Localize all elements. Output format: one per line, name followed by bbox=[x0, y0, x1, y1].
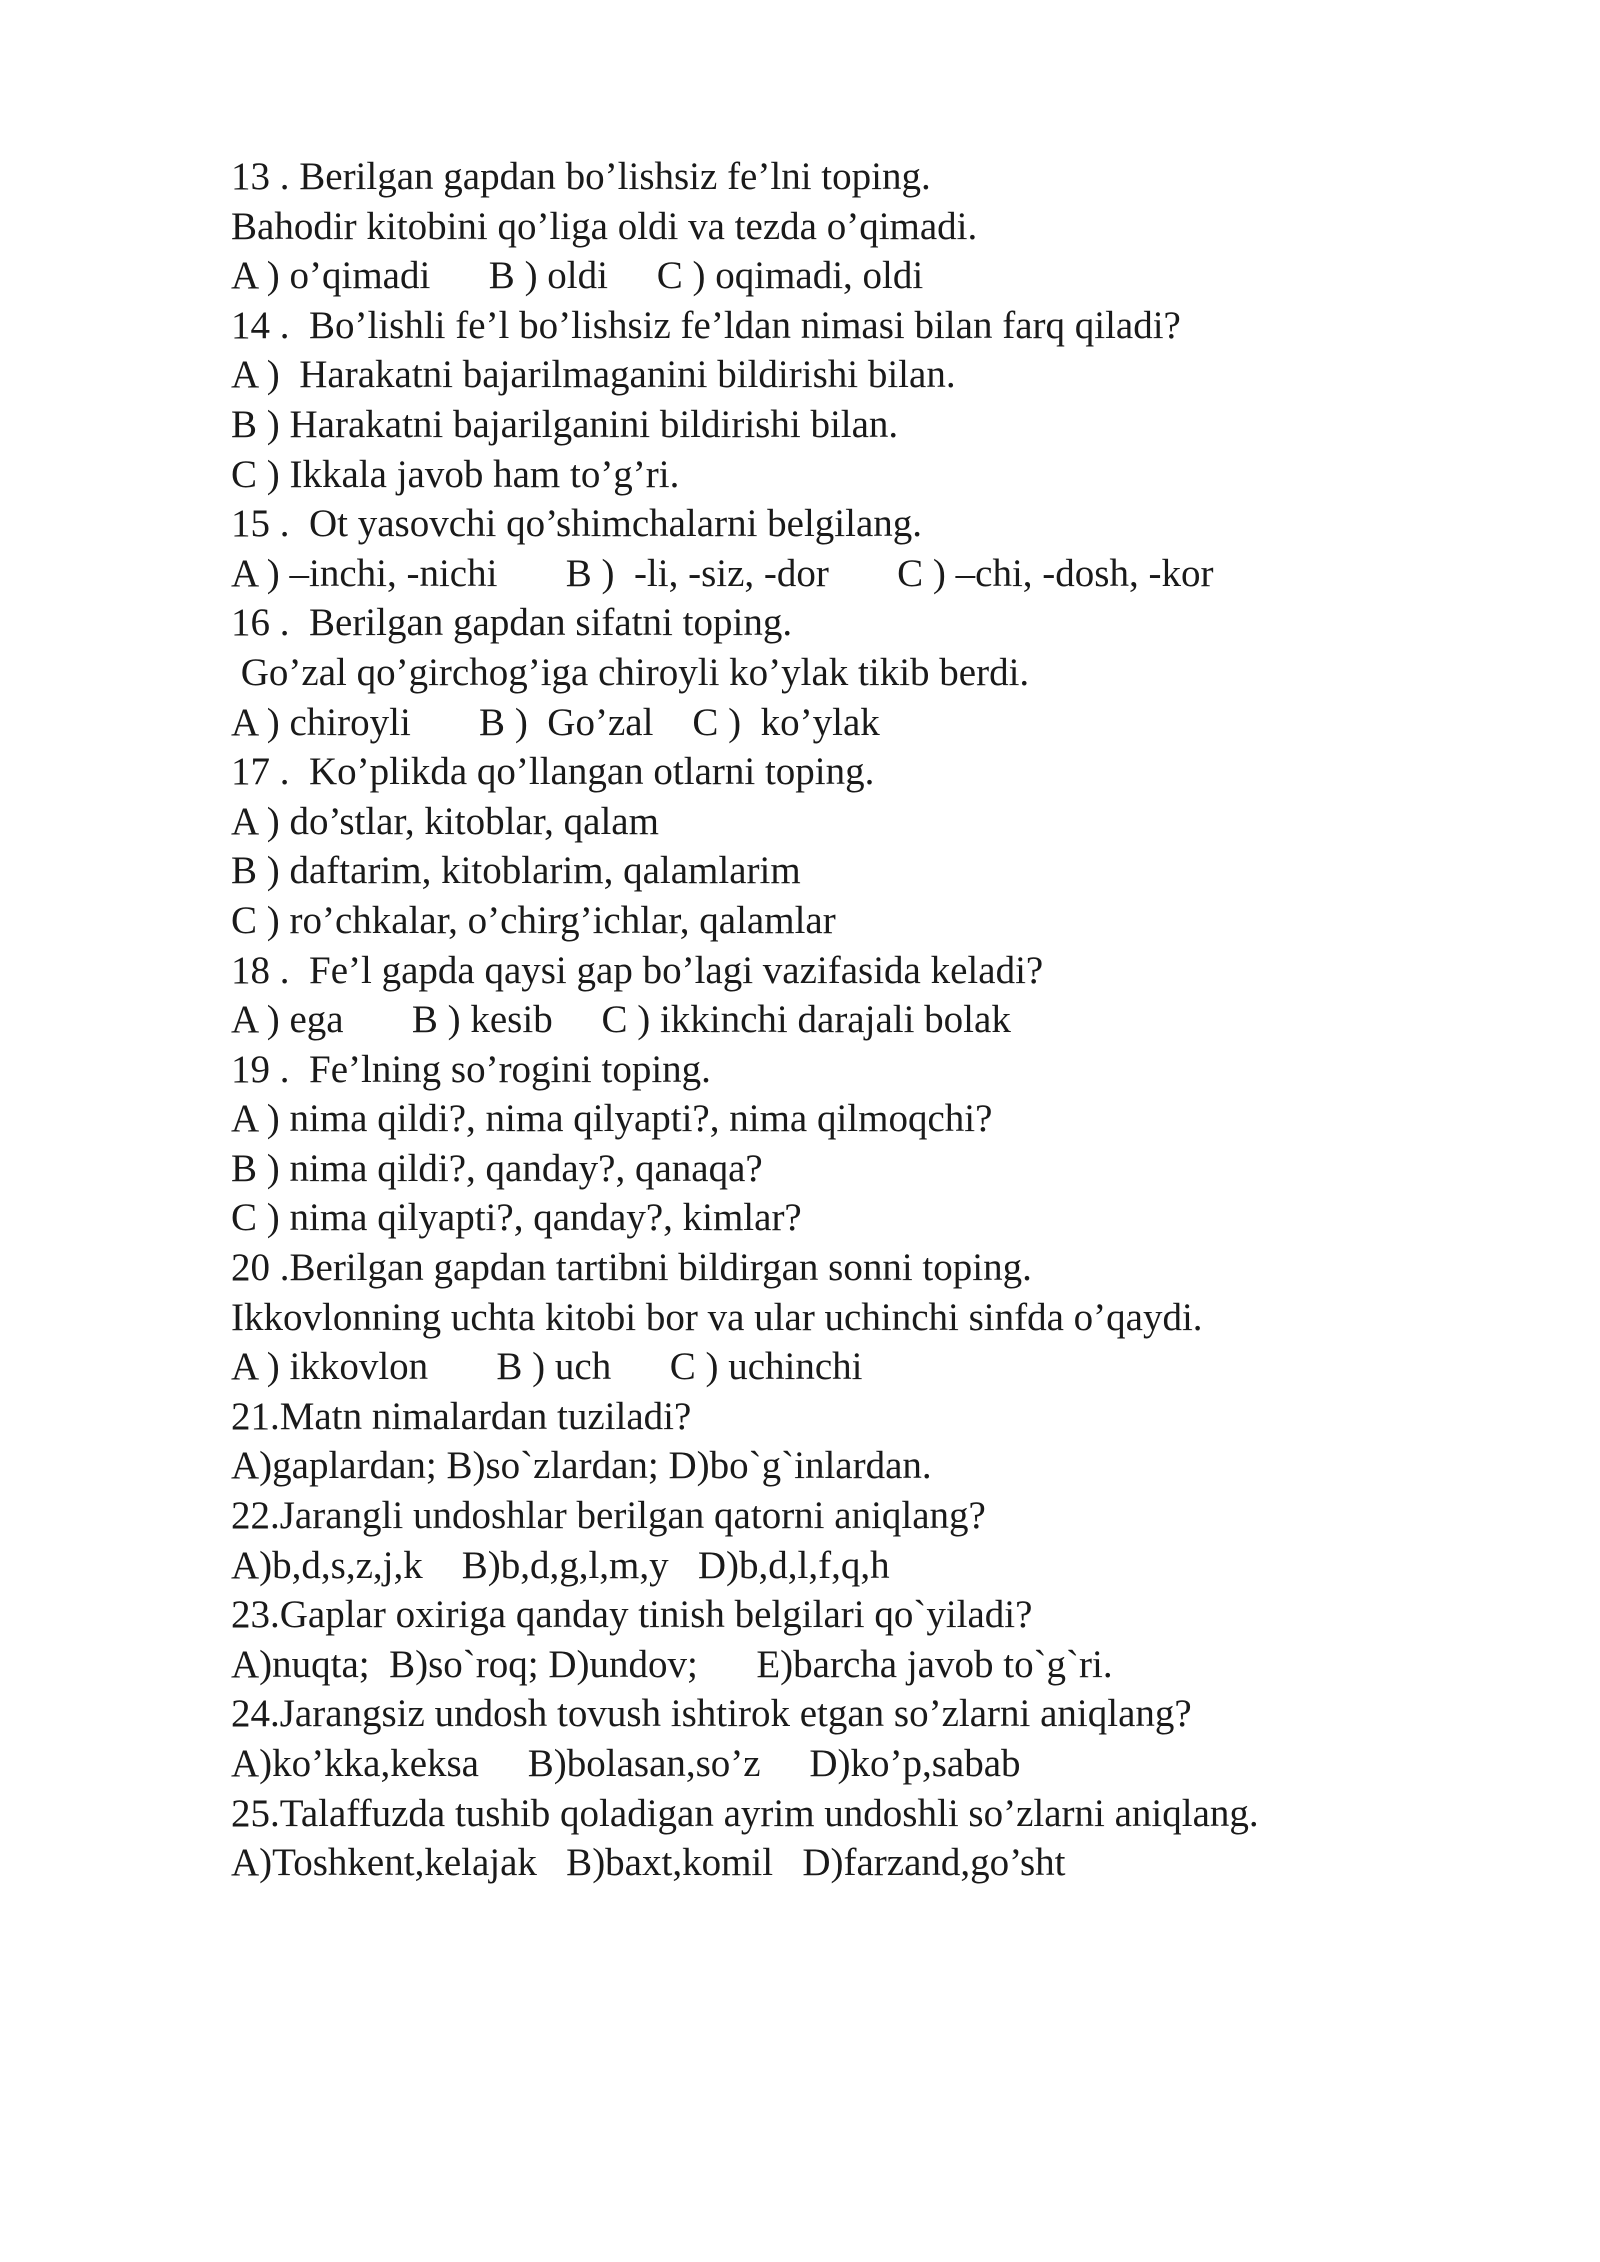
question-19-option-b: B ) nima qildi?, qanday?, qanaqa? bbox=[231, 1146, 763, 1190]
question-25: 25.Talaffuzda tushib qoladigan ayrim undoshli so’zlarni aniqlang. bbox=[231, 1791, 1259, 1835]
question-17-option-c: C ) ro’chkalar, o’chirg’ichlar, qalamlar bbox=[231, 898, 836, 942]
question-19-option-c: C ) nima qilyapti?, qanday?, kimlar? bbox=[231, 1196, 802, 1240]
question-20-sentence: Ikkovlonning uchta kitobi bor va ular uchinchi sinfda o’qaydi. bbox=[231, 1295, 1203, 1339]
question-16-options: A ) chiroyli B ) Go’zal C ) ko’ylak bbox=[231, 700, 880, 744]
question-19-option-a: A ) nima qildi?, nima qilyapti?, nima qilmoqchi? bbox=[231, 1097, 993, 1141]
question-22-options: A)b,d,s,z,j,k B)b,d,g,l,m,y D)b,d,l,f,q,h bbox=[231, 1543, 890, 1587]
question-24: 24.Jarangsiz undosh tovush ishtirok etgan so’zlarni aniqlang? bbox=[231, 1692, 1192, 1736]
question-19: 19 . Fe’lning so’rogini toping. bbox=[231, 1047, 711, 1091]
question-14-option-b: B ) Harakatni bajarilganini bildirishi bilan. bbox=[231, 402, 899, 446]
question-13-sentence: Bahodir kitobini qo’liga oldi va tezda o’qimadi. bbox=[231, 204, 978, 248]
question-14: 14 . Bo’lishli fe’l bo’lishsiz fe’ldan nimasi bilan farq qiladi? bbox=[231, 303, 1181, 347]
question-23-options: A)nuqta; B)so`roq; D)undov; E)barcha javob to`g`ri. bbox=[231, 1642, 1113, 1686]
question-17-option-a: A ) do’stlar, kitoblar, qalam bbox=[231, 799, 659, 843]
question-25-options: A)Toshkent,kelajak B)baxt,komil D)farzand,go’sht bbox=[231, 1841, 1066, 1885]
question-18: 18 . Fe’l gapda qaysi gap bo’lagi vazifasida keladi? bbox=[231, 948, 1044, 992]
question-14-option-a: A ) Harakatni bajarilmaganini bildirishi bilan. bbox=[231, 353, 956, 397]
question-22: 22.Jarangli undoshlar berilgan qatorni aniqlang? bbox=[231, 1494, 986, 1538]
question-13: 13 . Berilgan gapdan bo’lishsiz fe’lni toping. bbox=[231, 155, 931, 198]
question-17: 17 . Ko’plikda qo’llangan otlarni toping. bbox=[231, 750, 875, 794]
question-18-options: A ) ega B ) kesib C ) ikkinchi darajali bolak bbox=[231, 998, 1011, 1042]
question-17-option-b: B ) daftarim, kitoblarim, qalamlarim bbox=[231, 849, 801, 893]
question-15-options: A ) –inchi, -nichi B ) -li, -siz, -dor C ) –chi, -dosh, -kor bbox=[231, 551, 1214, 595]
test-questions-block bbox=[231, 152, 1561, 1888]
question-21: 21.Matn nimalardan tuziladi? bbox=[231, 1394, 692, 1438]
question-20-options: A ) ikkovlon B ) uch C ) uchinchi bbox=[231, 1345, 863, 1389]
question-13-options: A ) o’qimadi B ) oldi C ) oqimadi, oldi bbox=[231, 254, 924, 298]
question-16: 16 . Berilgan gapdan sifatni toping. bbox=[231, 601, 793, 645]
question-23: 23.Gaplar oxiriga qanday tinish belgilari qo`yiladi? bbox=[231, 1593, 1033, 1637]
question-15: 15 . Ot yasovchi qo’shimchalarni belgilang. bbox=[231, 502, 923, 546]
question-14-option-c: C ) Ikkala javob ham to’g’ri. bbox=[231, 452, 680, 496]
question-20: 20 .Berilgan gapdan tartibni bildirgan sonni toping. bbox=[231, 1246, 1032, 1290]
question-21-options: A)gaplardan; B)so`zlardan; D)bo`g`inlardan. bbox=[231, 1444, 932, 1488]
question-24-options: A)ko’kka,keksa B)bolasan,so’z D)ko’p,sabab bbox=[231, 1742, 1021, 1785]
question-16-sentence: Go’zal qo’girchog’iga chiroyli ko’ylak tikib berdi. bbox=[231, 650, 1030, 694]
